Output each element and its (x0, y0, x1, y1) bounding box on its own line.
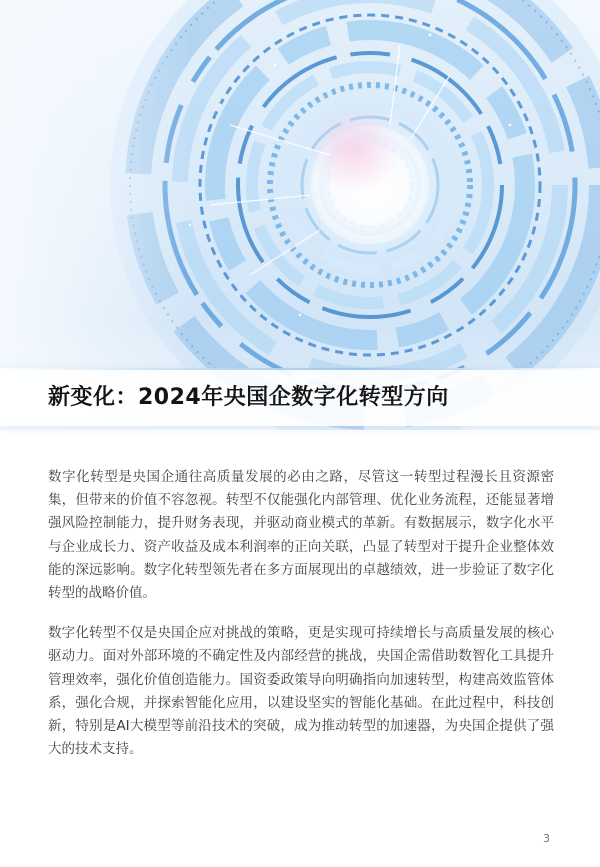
page-number: 3 (543, 832, 550, 845)
hero-illustration (0, 0, 600, 430)
title-accent-line (0, 368, 600, 370)
paragraph-2: 数字化转型不仅是央国企应对挑战的策略，更是实现可持续增长与高质量发展的核心驱动力。面对外部环境的不确定性及内部经营的挑战，央国企需借助数智化工具提升管理效率，强化价值创造能力。国资委政策导向明确指向加速转型，构建高效监管体系，强化合规，并探索智能化应用，以建设坚实的智能化基础。在此过程中，科技创新，特别是AI大模型等前沿技术的突破，成为推动转型的加速器，为央国企提供了强大的技术支持。 (48, 625, 554, 758)
paragraph-1: 数字化转型是央国企通往高质量发展的必由之路，尽管这一转型过程漫长且资源密集，但带来的价值不容忽视。转型不仅能强化内部管理、优化业务流程，还能显著增强风险控制能力，提升财务表现，并驱动商业模式的革新。有数据展示，数字化水平与企业成长力、资产收益及成本利润率的正向关联，凸显了转型对于提升企业整体效能的深远影响。数字化转型领先者在多方面展现出的卓越绩效，进一步验证了数字化转型的战略价值。 (48, 469, 554, 602)
page-title: 新变化：2024年央国企数字化转型方向 (48, 385, 449, 410)
body-text (48, 466, 554, 778)
digital-tunnel-rings-icon (0, 0, 600, 430)
